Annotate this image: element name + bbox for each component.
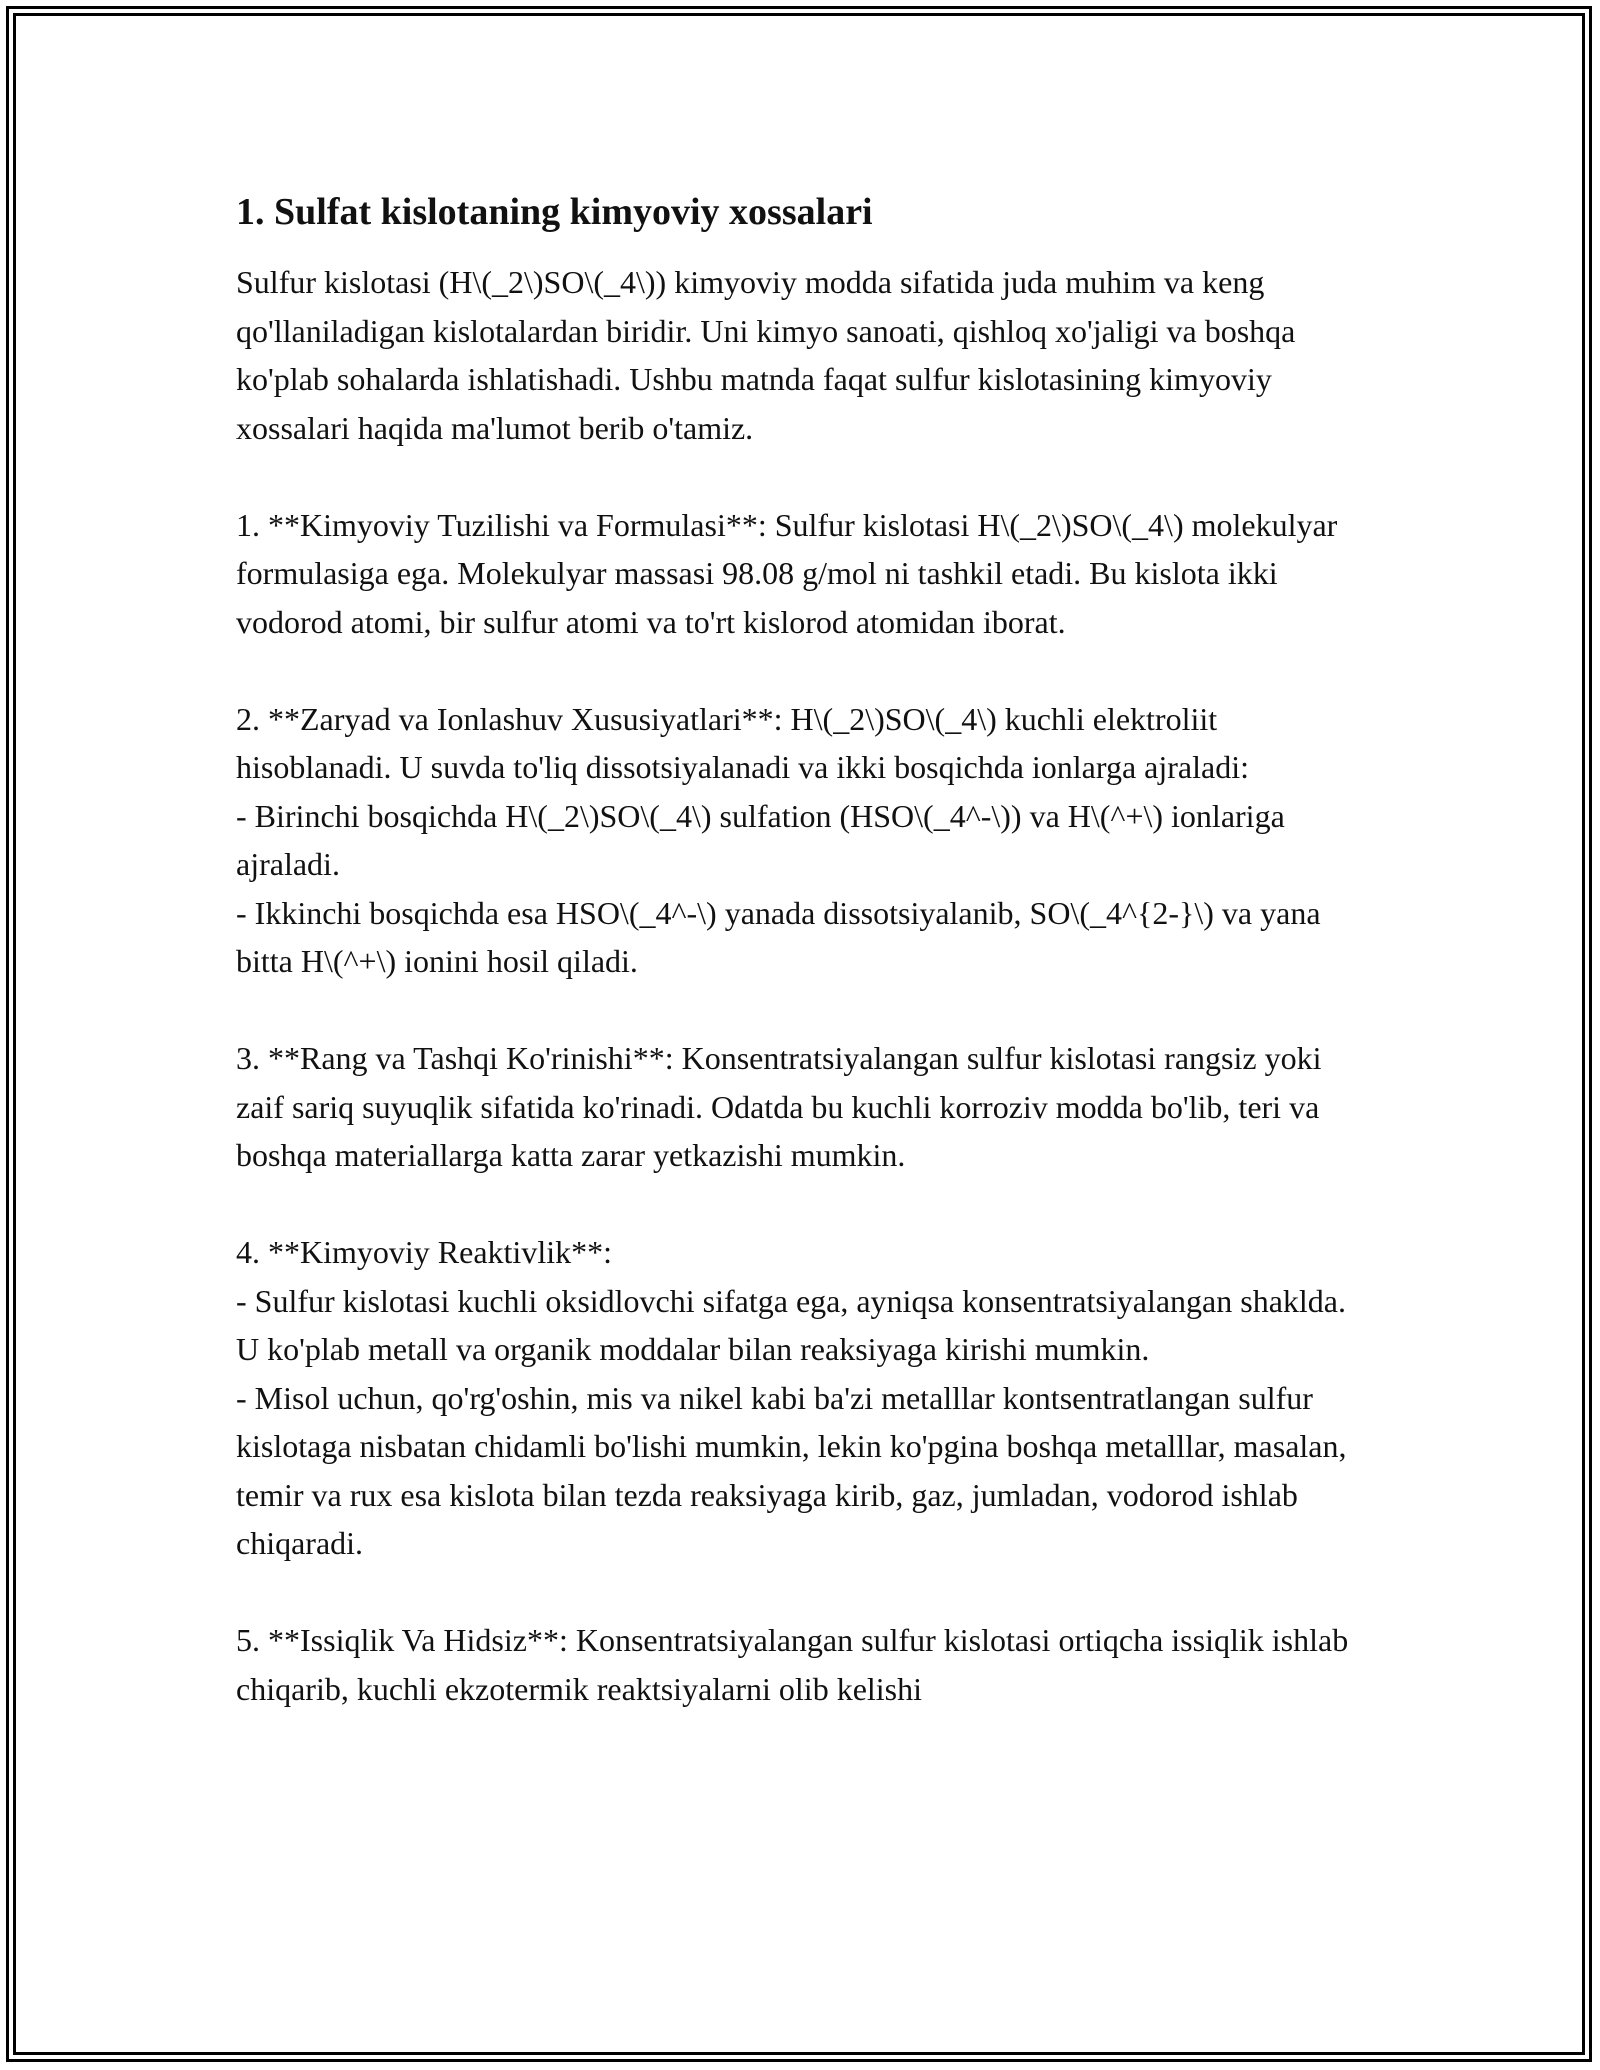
section-5-paragraph: 5. **Issiqlik Va Hidsiz**: Konsentratsiyalangan sulfur kislotasi ortiqcha issiqlik ishlab chiqarib, kuchli ekzotermik reaktsiyalarni olib kelishi	[236, 1622, 1349, 1707]
section-1-paragraph: 1. **Kimyoviy Tuzilishi va Formulasi**: Sulfur kislotasi H\(_2\)SO\(_4\) molekulyar formulasiga ega. Molekulyar massasi 98.08 g/mol ni tashkil etadi. Bu kislota ikki vodorod atomi, bir sulfur atomi va to'rt kislorod atomidan iborat.	[236, 506, 1338, 640]
paragraph-spacer	[236, 646, 1376, 695]
document-title: 1. Sulfat kislotaning kimyoviy xossalari	[236, 191, 873, 233]
section-3-paragraph: 3. **Rang va Tashqi Ko'rinishi**: Konsentratsiyalangan sulfur kislotasi rangsiz yoki zaif sariq suyuqlik sifatida ko'rinadi. Odatda bu kuchli korroziv modda bo'lib, teri va boshqa materiallarga katta zarar yetkazishi mumkin.	[236, 1040, 1322, 1173]
paragraph-spacer	[236, 452, 1376, 501]
section-2-paragraph: 2. **Zaryad va Ionlashuv Xususiyatlari**: H\(_2\)SO\(_4\) kuchli elektroliit hisoblanadi. U suvda to'liq dissotsiyalanadi va ikki bosqichda ionlarga ajraladi: - Birinchi bosqichda H\(_2\)SO\(_4\) sulfation (HSO\(_4^-\)) va H\(^+\) ionlariga ajraladi. - Ikkinchi bosqichda esa HSO\(_4^-\) yanada dissotsiyalanib, SO\(_4^{2-}\) va yana bitta H\(^+\) ionini hosil qiladi.	[236, 700, 1321, 979]
paragraph-spacer	[236, 986, 1376, 1035]
section-4-paragraph: 4. **Kimyoviy Reaktivlik**: - Sulfur kislotasi kuchli oksidlovchi sifatga ega, ayniqsa konsentratsiyalangan shaklda. U ko'plab metall va organik moddalar bilan reaksiyaga kirishi mumkin. - Misol uchun, qo'rg'oshin, mis va nikel kabi ba'zi metalllar kontsentratlangan sulfur kislotaga nisbatan chidamli bo'lishi mumkin, lekin ko'pgina boshqa metalllar, masalan, temir va rux esa kislota bilan tezda reaksiyaga kirib, gaz, jumladan, vodorod ishlab chiqaradi.	[236, 1234, 1347, 1561]
paragraph-spacer	[236, 1568, 1376, 1617]
document-body	[236, 188, 1376, 1713]
intro-paragraph: Sulfur kislotasi (H\(_2\)SO\(_4\)) kimyoviy modda sifatida juda muhim va keng qo'llaniladigan kislotalardan biridir. Uni kimyo sanoati, qishloq xo'jaligi va boshqa ko'plab sohalarda ishlatishadi. Ushbu matnda faqat sulfur kislotasining kimyoviy xossalari haqida ma'lumot berib o'tamiz.	[236, 264, 1296, 446]
paragraph-spacer	[236, 1180, 1376, 1229]
